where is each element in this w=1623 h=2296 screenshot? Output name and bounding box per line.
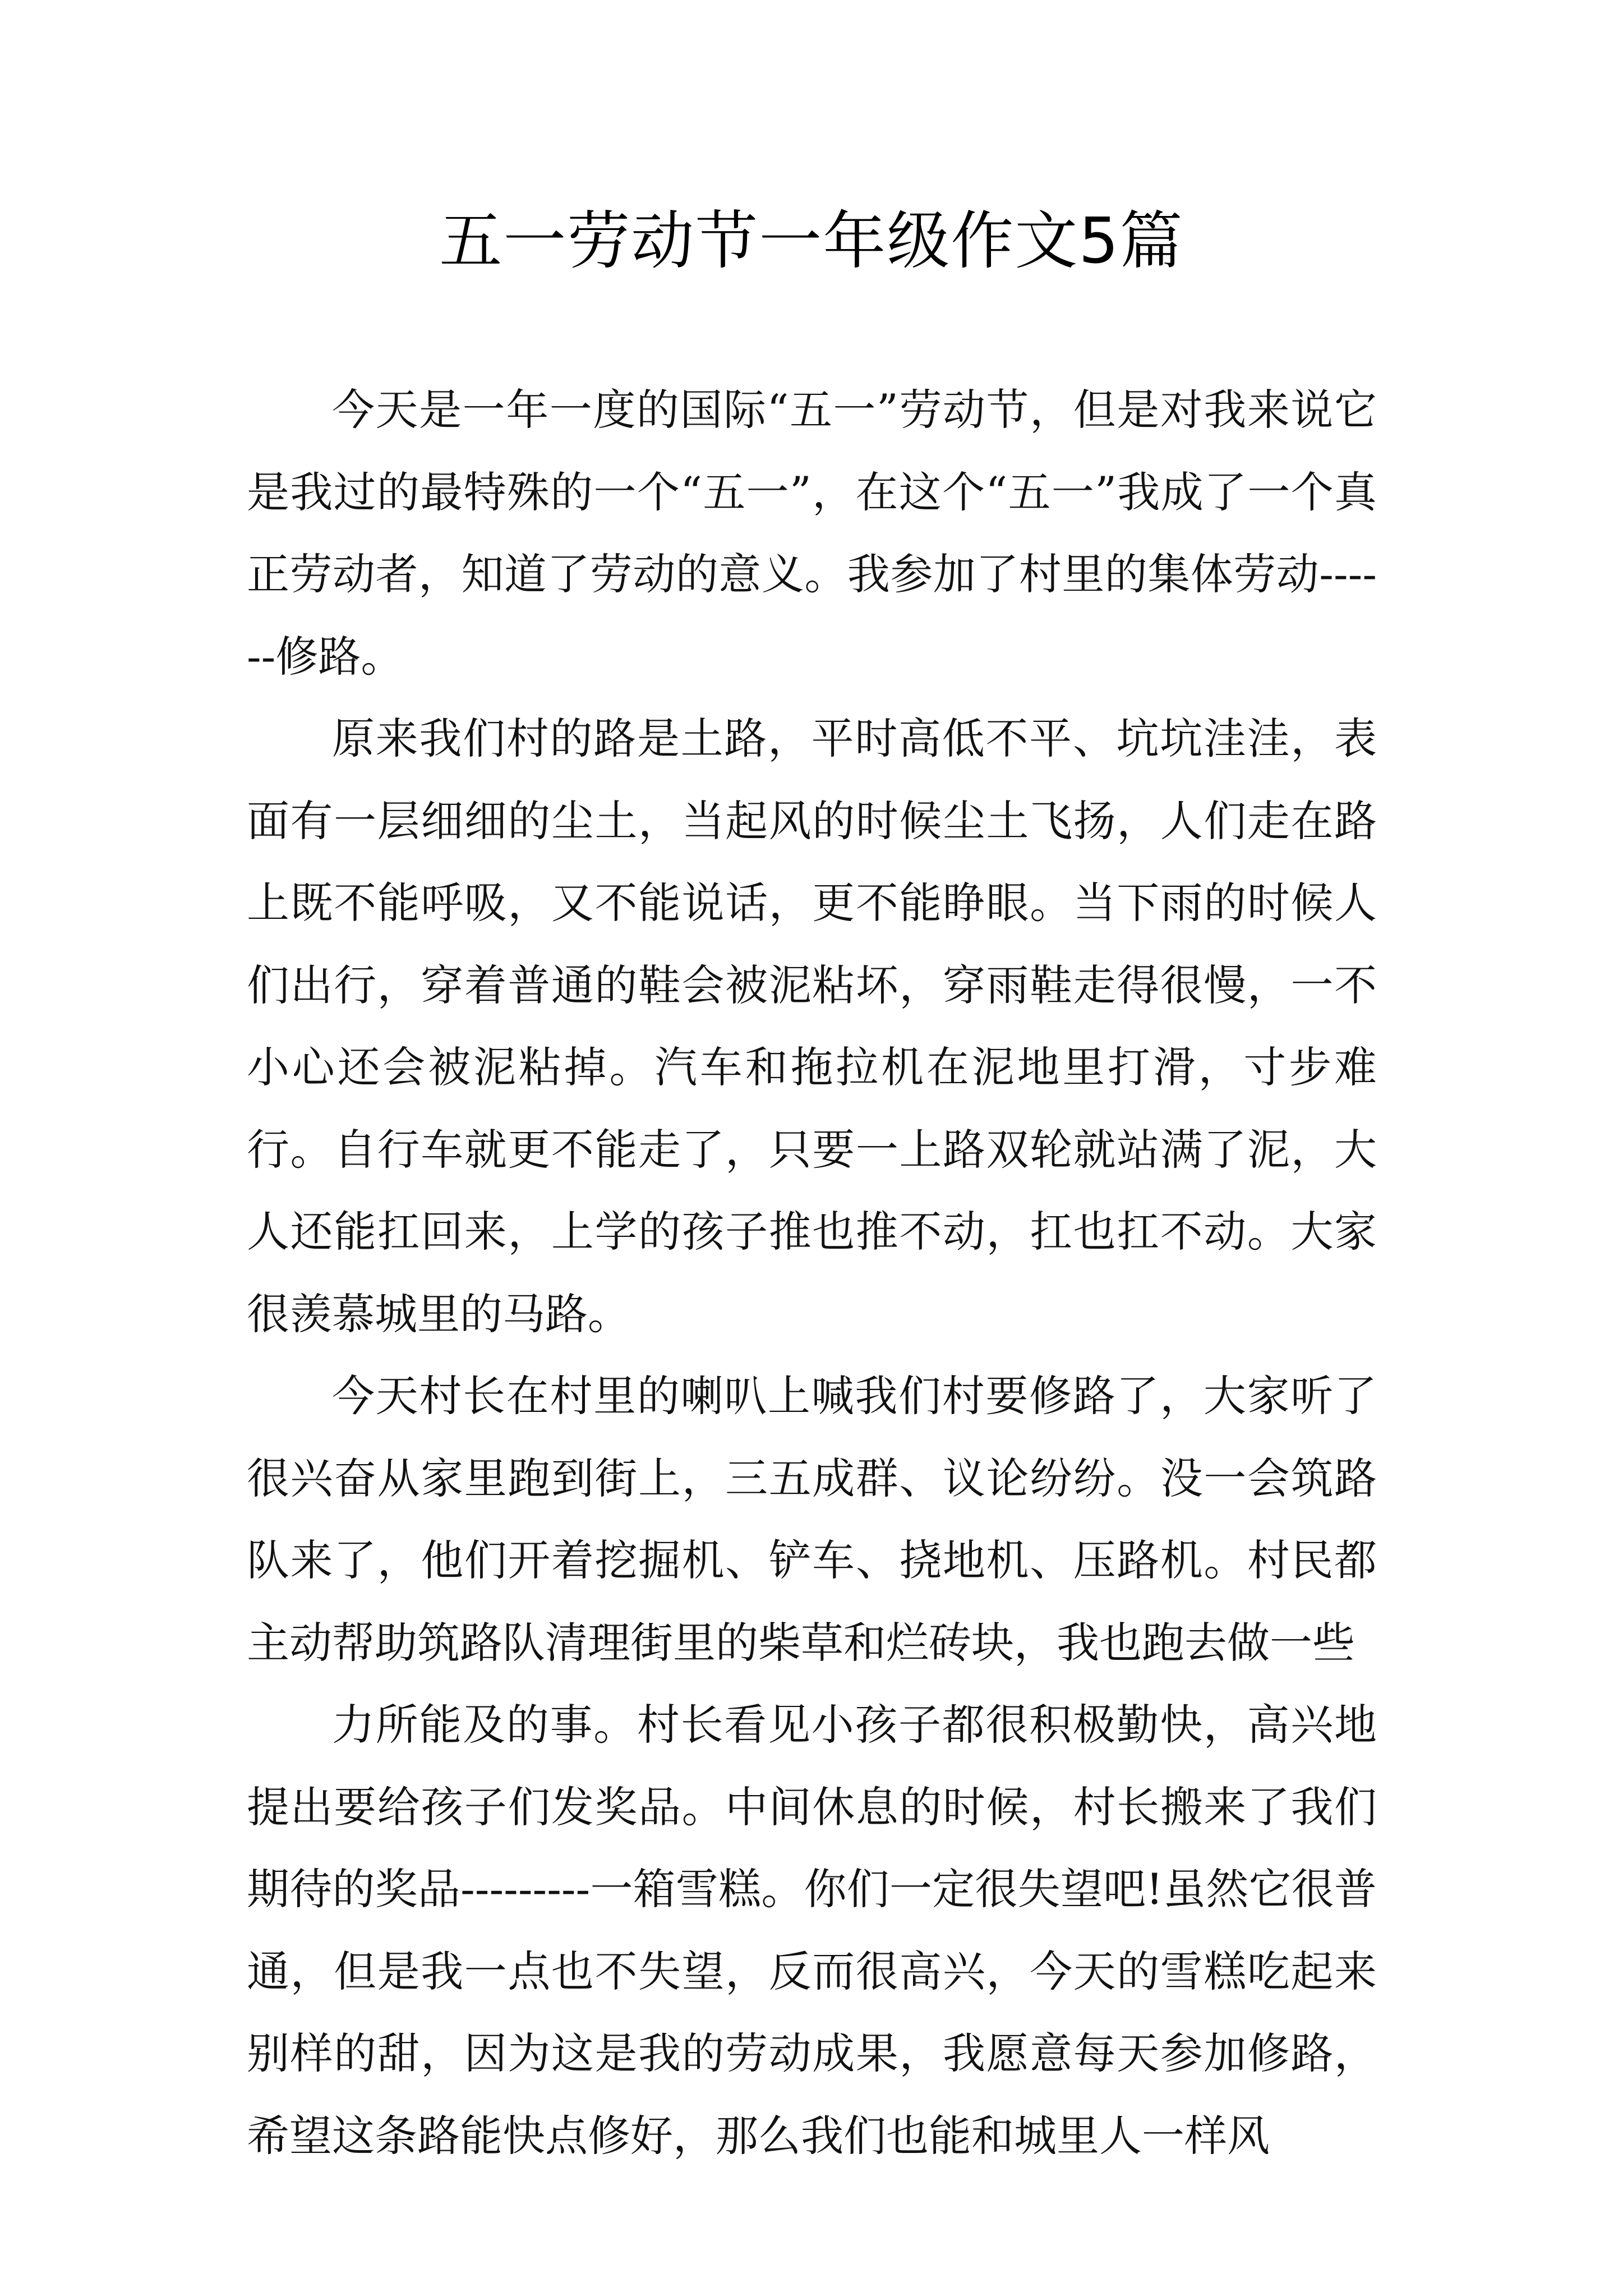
- paragraph: 今天村长在村里的喇叭上喊我们村要修路了，大家听了很兴奋从家里跑到街上，三五成群、议论纷纷。没一会筑路队来了，他们开着挖掘机、铲车、挠地机、压路机。村民都主动帮助筑路队清理街里的柴草和烂砖块，我也跑去做一些: [247, 1371, 1377, 1668]
- paragraph: 原来我们村的路是土路，平时高低不平、坑坑洼洼，表面有一层细细的尘土，当起风的时候尘土飞扬，人们走在路上既不能呼吸，又不能说话，更不能睁眼。当下雨的时候人们出行，穿着普通的鞋会被泥粘坏，穿雨鞋走得很慢，一不小心还会被泥粘掉。汽车和拖拉机在泥地里打滑，寸步难行。自行车就更不能走了，只要一上路双轮就站满了泥，大人还能扛回来，上学的孩子推也推不动，扛也扛不动。大家很羡慕城里的马路。: [247, 714, 1377, 1339]
- paragraph: 力所能及的事。村长看见小孩子都很积极勤快，高兴地提出要给孩子们发奖品。中间休息的时候，村长搬来了我们期待的奖品---------一箱雪糕。你们一定很失望吧!虽然它很普通，但是我一点也不失望，反而很高兴，今天的雪糕吃起来别样的甜，因为这是我的劳动成果，我愿意每天参加修路，希望这条路能快点修好，那么我们也能和城里人一样风: [247, 1700, 1377, 2161]
- document-body: [247, 369, 1377, 2177]
- paragraph: 今天是一年一度的国际“五一”劳动节，但是对我来说它是我过的最特殊的一个“五一”，在这个“五一”我成了一个真正劳动者，知道了劳动的意义。我参加了村里的集体劳动------修路。: [247, 385, 1377, 682]
- document-title: 五一劳动节一年级作文5篇: [439, 205, 1184, 278]
